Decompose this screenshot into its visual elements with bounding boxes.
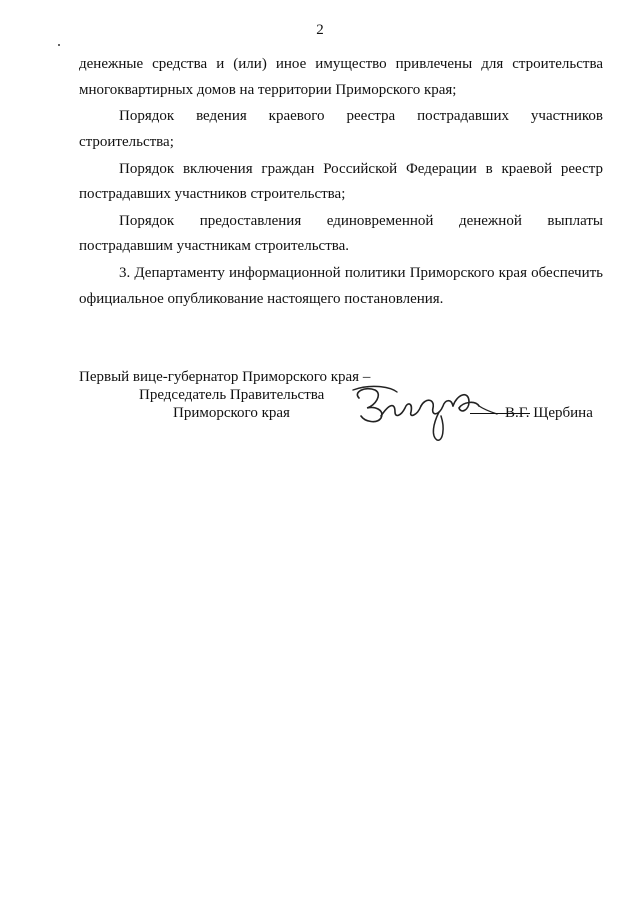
paragraph-4-line-2: пострадавшим участникам строительства. — [79, 238, 350, 254]
paragraph-3-line-1: Порядок включения граждан Российской Федерации в краевой реестр — [119, 161, 603, 177]
paragraph-1-line-1: денежные средства и (или) иное имущество привлечены для строительства — [79, 56, 603, 72]
signer-title-line-3: Приморского края — [173, 405, 290, 421]
paragraph-4-line-1: Порядок предоставления единовременной денежной выплаты — [119, 213, 603, 229]
signer-name: В.Г. Щербина — [505, 405, 593, 421]
paragraph-5-line-1: 3. Департаменту информационной политики Приморского края обеспечить — [119, 265, 603, 281]
handwritten-signature — [345, 376, 515, 446]
paragraph-2-line-1: Порядок ведения краевого реестра пострадавших участников — [119, 108, 603, 124]
margin-dot — [58, 44, 60, 46]
signer-title-line-2: Председатель Правительства — [139, 387, 325, 403]
signer-title-line-1: Первый вице-губернатор Приморского края – — [79, 369, 371, 385]
paragraph-1-line-2: многоквартирных домов на территории Приморского края; — [79, 82, 457, 98]
paragraph-2-line-2: строительства; — [79, 134, 174, 150]
page-number: 2 — [316, 22, 324, 38]
paragraph-3-line-2: пострадавших участников строительства; — [79, 186, 346, 202]
paragraph-5-line-2: официальное опубликование настоящего постановления. — [79, 291, 444, 307]
